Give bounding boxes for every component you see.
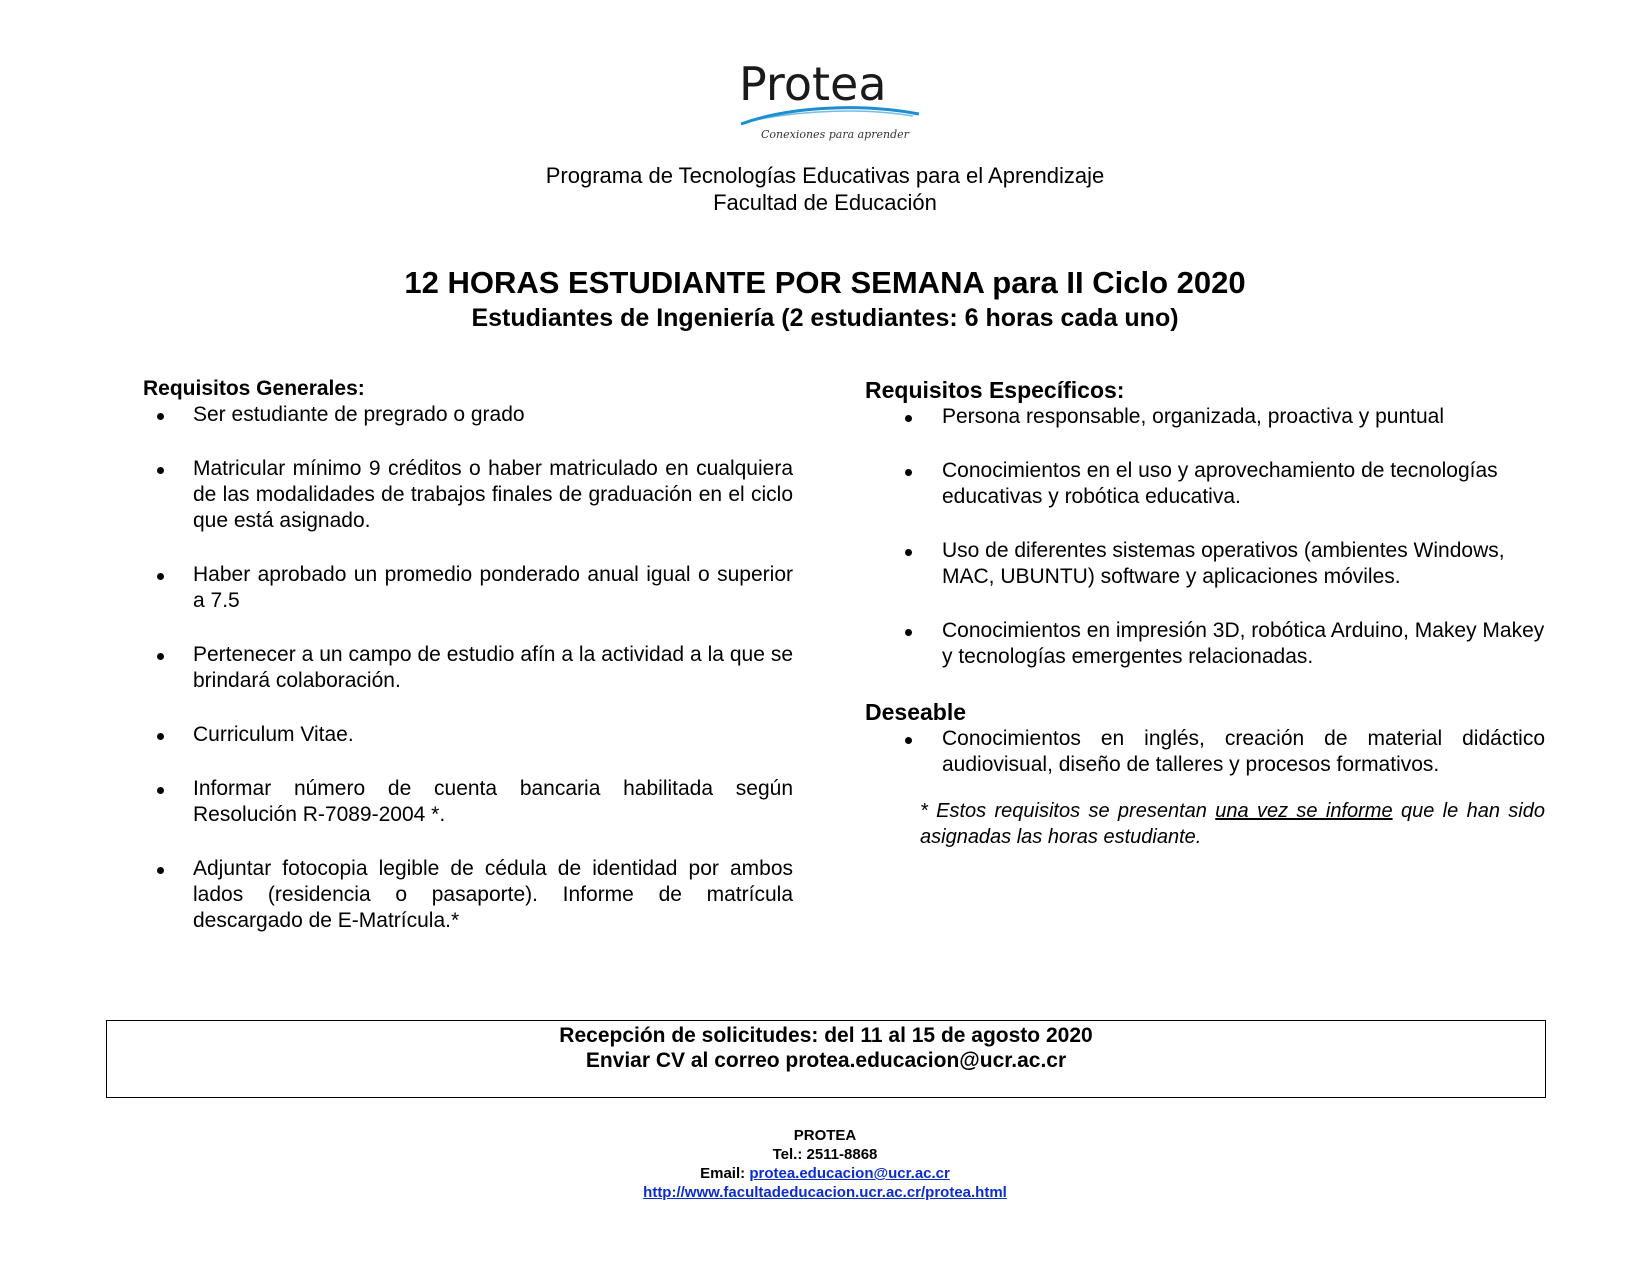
- bullet-icon: [905, 549, 912, 556]
- page-title: 12 HORAS ESTUDIANTE POR SEMANA para II Ciclo 2020: [404, 265, 1246, 300]
- note-underlined: una vez se informe: [1215, 800, 1393, 822]
- footer-url-line: [0, 1183, 1650, 1202]
- specific-requirements: [865, 376, 1545, 850]
- protea-logo-graphic: [735, 58, 925, 148]
- bullet-icon: [905, 737, 912, 744]
- bullet-icon: [905, 629, 912, 636]
- list-item-text: Curriculum Vitae.: [193, 723, 354, 746]
- list-item-text: Conocimientos en el uso y aprovechamiento de tecnologías educativas y robótica educativa.: [942, 459, 1498, 508]
- list-item-text: Pertenecer a un campo de estudio afín a la actividad a la que se brindará colaboración.: [193, 643, 793, 692]
- footer-email-link[interactable]: protea.educacion@ucr.ac.cr: [749, 1165, 950, 1182]
- footer-url-link[interactable]: http://www.facultadeducacion.ucr.ac.cr/protea.html: [643, 1184, 1007, 1201]
- list-item: [143, 456, 793, 534]
- program-header: [0, 162, 1650, 216]
- title-block: [0, 264, 1650, 334]
- list-item: [143, 776, 793, 828]
- bullet-icon: [157, 467, 164, 474]
- program-name: Programa de Tecnologías Educativas para el Aprendizaje: [545, 163, 1105, 188]
- footer-tel: Tel.: 2511-8868: [772, 1146, 878, 1163]
- list-item: [143, 642, 793, 694]
- bullet-icon: [905, 469, 912, 476]
- list-item: [143, 402, 793, 428]
- application-box: [106, 1020, 1546, 1098]
- general-list: [143, 402, 793, 934]
- list-item-text: Ser estudiante de pregrado o grado: [193, 403, 525, 426]
- requirements-note: [920, 798, 1545, 850]
- bullet-icon: [157, 653, 164, 660]
- faculty-name: Facultad de Educación: [713, 190, 937, 215]
- protea-logo: [735, 58, 925, 148]
- bullet-icon: [157, 573, 164, 580]
- note-suffix: que le han sido asignadas las horas estudiante.: [920, 800, 1545, 848]
- bullet-icon: [157, 867, 164, 874]
- desirable-heading: Deseable: [865, 699, 967, 725]
- application-dates: Recepción de solicitudes: del 11 al 15 de agosto 2020: [559, 1024, 1093, 1047]
- bullet-icon: [157, 787, 164, 794]
- list-item: [865, 458, 1545, 510]
- footer-org: PROTEA: [793, 1127, 857, 1144]
- specific-heading: Requisitos Específicos:: [865, 377, 1125, 403]
- note-prefix: * Estos requisitos se presentan: [920, 800, 1216, 822]
- footer-email-line: [0, 1164, 1650, 1183]
- list-item: [865, 538, 1545, 590]
- logo-tagline: Conexiones para aprender: [761, 128, 909, 141]
- list-item-text: Informar número de cuenta bancaria habilitada según Resolución R-7089-2004 *.: [193, 777, 793, 826]
- footer-email-label: Email:: [700, 1165, 750, 1182]
- list-item: [143, 722, 793, 748]
- bullet-icon: [157, 733, 164, 740]
- page-subtitle: Estudiantes de Ingeniería (2 estudiantes: 6 horas cada uno): [471, 304, 1179, 332]
- list-item-text: Haber aprobado un promedio ponderado anual igual o superior a 7.5: [193, 563, 793, 612]
- list-item-text: Conocimientos en impresión 3D, robótica Arduino, Makey Makey y tecnologías emergentes relacionadas.: [942, 619, 1545, 668]
- list-item-text: Matricular mínimo 9 créditos o haber matriculado en cualquiera de las modalidades de trabajos finales de graduación en el ciclo que está asignado.: [193, 457, 793, 532]
- bullet-icon: [905, 415, 912, 422]
- list-item: [143, 562, 793, 614]
- list-item-text: Uso de diferentes sistemas operativos (ambientes Windows, MAC, UBUNTU) software y aplicaciones móviles.: [942, 539, 1505, 588]
- list-item-text: Conocimientos en inglés, creación de material didáctico audiovisual, diseño de talleres y procesos formativos.: [942, 727, 1545, 776]
- bullet-icon: [157, 413, 164, 420]
- application-email: Enviar CV al correo protea.educacion@ucr.ac.cr: [585, 1049, 1067, 1072]
- specific-list: [865, 404, 1545, 670]
- list-item: [865, 404, 1545, 430]
- list-item: [143, 856, 793, 934]
- desirable-list: [865, 726, 1545, 778]
- general-heading: Requisitos Generales:: [143, 377, 365, 400]
- general-requirements: [143, 376, 793, 962]
- list-item: [865, 618, 1545, 670]
- list-item-text: Persona responsable, organizada, proactiva y puntual: [942, 405, 1444, 428]
- contact-footer: [0, 1126, 1650, 1202]
- logo-wordmark: Protea: [739, 58, 887, 111]
- list-item: [865, 726, 1545, 778]
- list-item-text: Adjuntar fotocopia legible de cédula de identidad por ambos lados (residencia o pasaporte). Informe de matrícula descargado de E-Matrícula.*: [193, 857, 793, 932]
